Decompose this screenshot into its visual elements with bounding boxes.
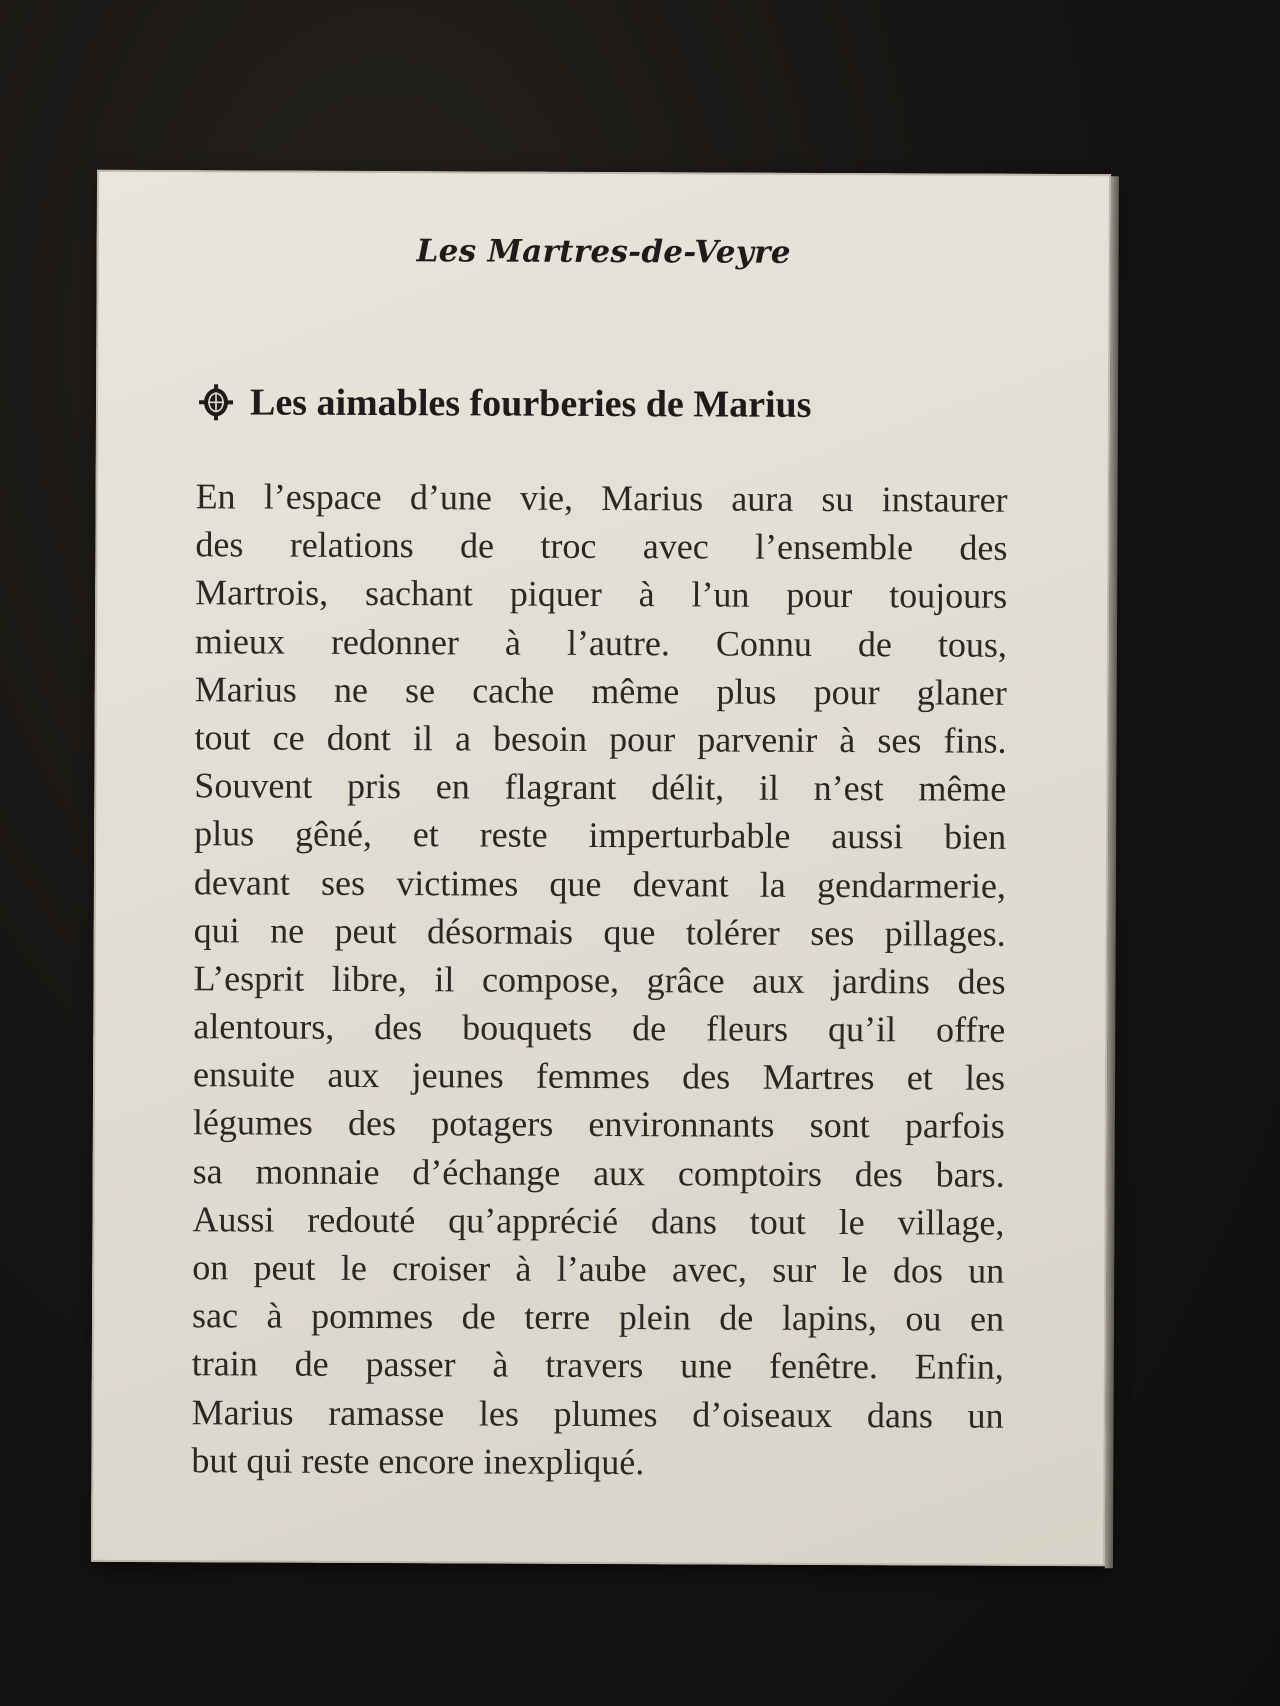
section-heading xyxy=(196,380,1016,428)
body-line: Marius ne se cache même plus pour glaner xyxy=(194,668,1007,713)
body-line: tout ce dont il a besoin pour parvenir à ses fins. xyxy=(194,717,1007,761)
body-line: alentours, des bouquets de fleurs qu’il offre xyxy=(193,1006,1006,1050)
body-line: légumes des potagers environnants sont parfois xyxy=(192,1102,1005,1147)
body-line: Martrois, sachant piquer à l’un pour toujours xyxy=(195,572,1008,617)
fleuron-icon xyxy=(196,382,236,422)
body-line: Aussi redouté qu’apprécié dans tout le village, xyxy=(192,1199,1005,1243)
body-line: L’esprit libre, il compose, grâce aux jardins des xyxy=(193,958,1006,1002)
body-line: mieux redonner à l’autre. Connu de tous, xyxy=(194,620,1008,665)
body-line: ensuite aux jeunes femmes des Martres et les xyxy=(193,1054,1006,1099)
body-line: Marius ramasse les plumes d’oiseaux dans un xyxy=(191,1391,1004,1436)
body-line: qui ne peut désormais que tolérer ses pillages. xyxy=(193,909,1006,954)
body-line: train de passer à travers une fenêtre. Enfin, xyxy=(191,1343,1004,1388)
body-line: sac à pommes de terre plein de lapins, ou en xyxy=(191,1295,1005,1339)
body-line: Souvent pris en flagrant délit, il n’est même xyxy=(194,765,1007,809)
museum-label-card xyxy=(91,170,1111,1566)
body-line: on peut le croiser à l’aube avec, sur le dos un xyxy=(192,1247,1005,1291)
heading-text: Les aimables fourberies de Marius xyxy=(249,381,812,426)
body-line: En l’espace d’une vie, Marius aura su instaurer xyxy=(195,476,1008,520)
body-line: devant ses victimes que devant la gendarmerie, xyxy=(193,861,1007,906)
body-line: sa monnaie d’échange aux comptoirs des bars. xyxy=(192,1150,1005,1195)
body-line: but qui reste encore inexpliqué. xyxy=(191,1439,645,1482)
body-line: des relations de troc avec l’ensemble des xyxy=(195,524,1008,568)
body-paragraph xyxy=(191,472,1007,1487)
place-name: Les Martres-de-Veyre xyxy=(416,233,791,271)
body-line: plus gêné, et reste imperturbable aussi bien xyxy=(194,813,1007,858)
